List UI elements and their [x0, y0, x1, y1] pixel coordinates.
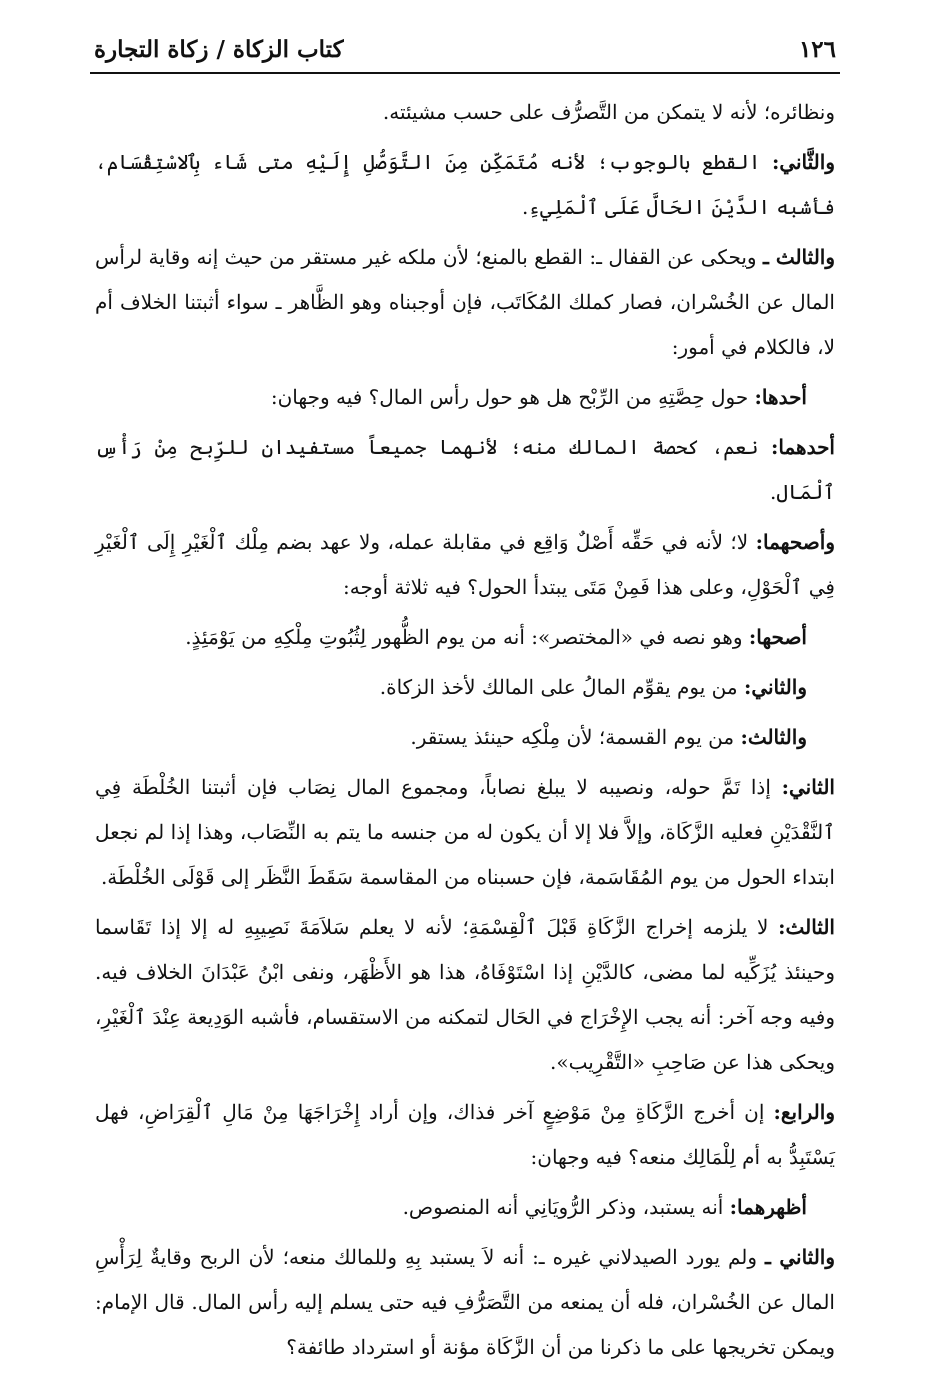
- paragraph-text: أنه يستبد، وذكر الرُّويَانِي أنه المنصوص.: [402, 1195, 730, 1219]
- paragraph-lead: والثَّاني:: [771, 150, 835, 174]
- paragraph-text: ونظائره؛ لأنه لا يتمكن من التَّصرُّف على حسب مشيئته.: [382, 100, 835, 124]
- paragraph: [95, 235, 835, 370]
- paragraph-text: وهو نصه في «المختصر»: أنه من يوم الظُّهور لِثُبُوتِ مِلْكِهِ من يَوْمَئِذٍ.: [185, 625, 749, 649]
- paragraph: [95, 1235, 835, 1370]
- paragraph-text: حول حِصَّتِهِ من الرِّبْح هل هو حول رأس المال؟ فيه وجهان:: [270, 385, 755, 409]
- paragraph-lead: والرابع:: [773, 1100, 835, 1124]
- paragraph-lead: أحدها:: [754, 385, 807, 409]
- paragraph: [95, 615, 835, 660]
- paragraph-text: لا؛ لأنه في حَقِّه أَصْلٌ وَاقِع في مقابلة عمله، ولا عهد بضم مِلْك ٱلْغَيْرِ إِلَى ٱلْغَيْرِ فِي ٱلْحَوْلِ، وعلى هذا فَمِنْ مَتَى يبتدأ الحول؟ فيه ثلاثة أوجه:: [95, 530, 835, 599]
- paragraph-lead: والثاني ـ: [764, 1245, 836, 1269]
- paragraph-lead: أظهرهما:: [729, 1195, 807, 1219]
- header-rule: [90, 72, 840, 74]
- paragraph-text: ولم يورد الصيدلاني غيره ـ: أنه لاَ يستبد بِهِ وللمالك منعه؛ لأن الربح وقايةٌ لِرَأْسِ المال عن الخُسْران، فله أن يمنعه من التَّصَرُّفِ فيه حتى يسلم إليه رأس المال. قال الإمام: ويمكن تخريجها على ما ذكرنا من أن الزَّكَاة مؤنة أو استرداد طائفة؟: [95, 1245, 835, 1359]
- paragraph-lead: أصحها:: [748, 625, 807, 649]
- paragraph-lead: الثاني:: [781, 775, 835, 799]
- paragraph-text: إذا تَمَّ حوله، ونصيبه لا يبلغ نصاباً، ومجموع المال نِصَاب فإن أثبتنا الخُلْطَة فِي ٱلنَّقْدَيْنِ فعليه الزَّكَاة، وإلاَّ فلا إلا أن يكون له من جنسه ما يتم به النِّصَاب، وهذا إذا لم نجعل ابتداء الحول من يوم المُقَاسَمة، فإن حسبناه من المقاسمة سَقَطَ النَّظَر إلى قَوْلَى الخُلْطَة.: [95, 775, 835, 889]
- paragraph: [95, 765, 835, 900]
- body-text: [95, 90, 835, 1375]
- paragraph-lead: الثالث:: [778, 915, 835, 939]
- paragraph-text: القطع بالوجوب؛ لأنه مُتَمَكِّن مِنَ التَّوَصُّلِ إِلَيْهِ متى شَاء بِٱلاسْتِقْسَام، فأشبه الدَّيْنَ الحَالَّ عَلَى ٱلْمَلِيءِ.: [95, 150, 835, 219]
- running-title: كتاب الزكاة / زكاة التجارة: [94, 36, 344, 63]
- paragraph: [95, 665, 835, 710]
- page-number: ١٢٦: [798, 36, 836, 63]
- paragraph-text: ويحكى عن القفال ـ: القطع بالمنع؛ لأن ملكه غير مستقر من حيث إنه وقاية لرأس المال عن الخُسْران، فصار كملك المُكَاتَب، فإن أوجبناه وهو الظَّاهر ـ سواء أثبتنا الخلاف أم لا، فالكلام في أمور:: [95, 245, 835, 359]
- paragraph-lead: والثالث ـ: [762, 245, 835, 269]
- paragraph-text: من يوم القسمة؛ لأن مِلْكِه حينئذ يستقر.: [410, 725, 741, 749]
- paragraph-text: إن أخرج الزَّكَاةِ مِنْ مَوْضِعٍ آخر فذاك، وإن أراد إِخْرَاجَهَا مِنْ مَالِ ٱلْقِرَاضِ، فهل يَسْتَبِدُّ به أم لِلْمَالِك منعه؟ فيه وجهان:: [95, 1100, 835, 1169]
- paragraph: [95, 1185, 835, 1230]
- paragraph: [95, 715, 835, 760]
- paragraph: [95, 1090, 835, 1180]
- paragraph-lead: وأصحهما:: [755, 530, 835, 554]
- page-header: [90, 28, 840, 72]
- paragraph-lead: والثاني:: [743, 675, 807, 699]
- paragraph: [95, 140, 835, 230]
- paragraph: [95, 90, 835, 135]
- paragraph-lead: أحدهما:: [770, 435, 835, 459]
- paragraph: [95, 520, 835, 610]
- paragraph-text: من يوم يقوِّم المالُ على المالك لأخذ الزكاة.: [379, 675, 744, 699]
- paragraph: [95, 905, 835, 1085]
- paragraph-text: نعم، كحصة المالك منه؛ لأنهما جميعاً مستفيدان للرِّبح مِنْ رَأْسِ ٱلْمَال.: [95, 435, 835, 504]
- paragraph-lead: والثالث:: [740, 725, 807, 749]
- paragraph: [95, 375, 835, 420]
- paragraph-text: لا يلزمه إخراج الزَّكَاةِ قَبْلَ ٱلْقِسْمَةِ؛ لأنه لا يعلم سَلاَمَةَ نَصِيبِهِ له إلا إذا تَقَاسما وحينئذ يُزَكِّيه لما مضى، كالدَّيْنِ إذا اسْتَوْفَاهُ، هذا هو الأَظْهَر، ونفى ابْنُ عَبْدَانَ الخلاف فيه. وفيه وجه آخر: أنه يجب الإِخْرَاج في الحَال لتمكنه من الاستقسام، فأشبه الوَدِيعة عِنْدَ ٱلْغَيْرِ، ويحكى هذا عن صَاحِبِ «التَّقْرِيب».: [95, 915, 835, 1074]
- paragraph: [95, 425, 835, 515]
